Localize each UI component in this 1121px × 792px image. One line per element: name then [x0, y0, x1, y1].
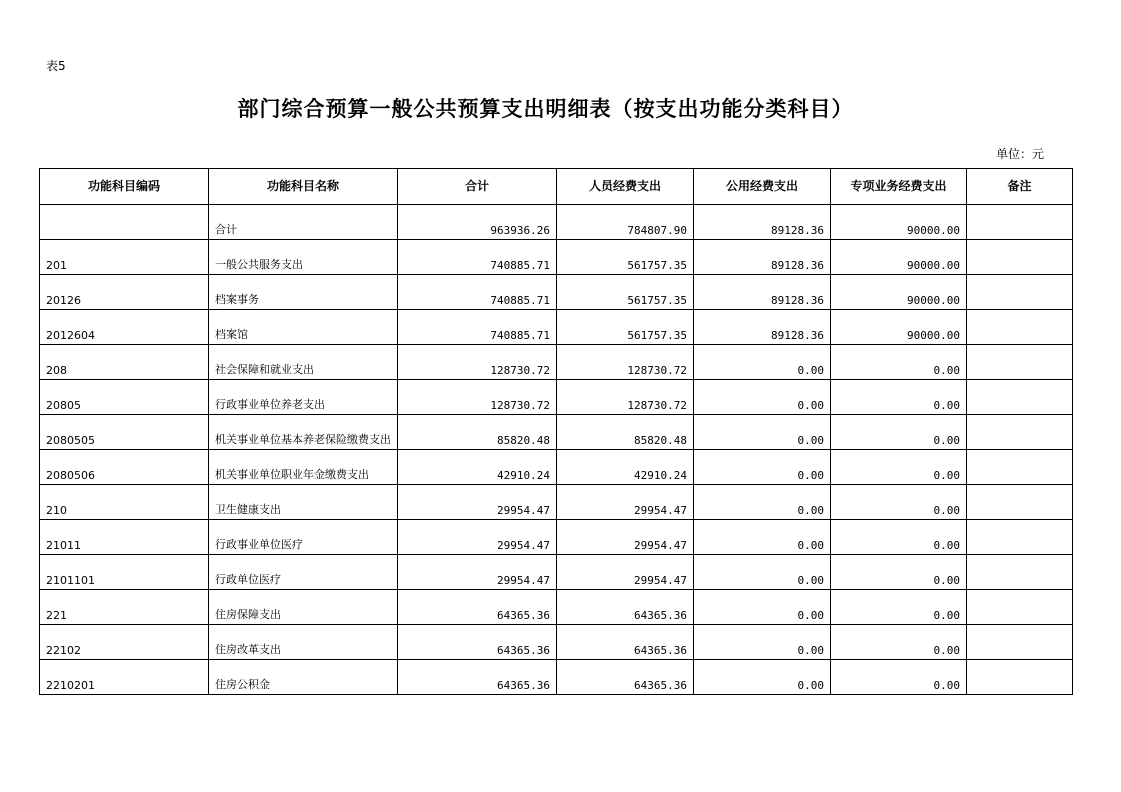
cell-code: [40, 205, 209, 240]
cell-public: 0.00: [694, 660, 831, 695]
cell-total: 42910.24: [398, 450, 557, 485]
cell-special: 0.00: [831, 555, 967, 590]
cell-name: 机关事业单位职业年金缴费支出: [209, 450, 398, 485]
cell-public: 0.00: [694, 520, 831, 555]
cell-special: 0.00: [831, 625, 967, 660]
cell-name: 机关事业单位基本养老保险缴费支出: [209, 415, 398, 450]
table-header-row: [40, 169, 1073, 205]
cell-public: 89128.36: [694, 205, 831, 240]
header-name: 功能科目名称: [209, 169, 398, 205]
cell-personnel: 128730.72: [557, 345, 694, 380]
cell-personnel: 85820.48: [557, 415, 694, 450]
cell-code: 2012604: [40, 310, 209, 345]
cell-remarks: [967, 625, 1073, 660]
cell-code: 2210201: [40, 660, 209, 695]
cell-total: 64365.36: [398, 625, 557, 660]
cell-total: 64365.36: [398, 660, 557, 695]
cell-name: 住房改革支出: [209, 625, 398, 660]
cell-total: 29954.47: [398, 485, 557, 520]
cell-special: 0.00: [831, 520, 967, 555]
header-personnel: 人员经费支出: [557, 169, 694, 205]
cell-remarks: [967, 590, 1073, 625]
table-row: [40, 485, 1073, 520]
cell-code: 210: [40, 485, 209, 520]
cell-code: 2101101: [40, 555, 209, 590]
cell-remarks: [967, 205, 1073, 240]
cell-personnel: 29954.47: [557, 555, 694, 590]
cell-special: 0.00: [831, 590, 967, 625]
cell-special: 0.00: [831, 345, 967, 380]
cell-name: 合计: [209, 205, 398, 240]
cell-public: 0.00: [694, 345, 831, 380]
cell-public: 0.00: [694, 590, 831, 625]
cell-remarks: [967, 380, 1073, 415]
unit-label: 单位：元: [995, 147, 1044, 161]
cell-name: 卫生健康支出: [209, 485, 398, 520]
table-row: [40, 275, 1073, 310]
table-body: [40, 205, 1073, 695]
cell-remarks: [967, 240, 1073, 275]
cell-special: 0.00: [831, 660, 967, 695]
cell-special: 90000.00: [831, 205, 967, 240]
cell-personnel: 64365.36: [557, 625, 694, 660]
cell-code: 21011: [40, 520, 209, 555]
cell-special: 0.00: [831, 380, 967, 415]
cell-code: 221: [40, 590, 209, 625]
cell-remarks: [967, 485, 1073, 520]
cell-total: 85820.48: [398, 415, 557, 450]
cell-remarks: [967, 450, 1073, 485]
cell-name: 档案馆: [209, 310, 398, 345]
table-row: [40, 240, 1073, 275]
cell-total: 29954.47: [398, 555, 557, 590]
table-row: [40, 415, 1073, 450]
cell-public: 89128.36: [694, 275, 831, 310]
cell-personnel: 784807.90: [557, 205, 694, 240]
cell-personnel: 561757.35: [557, 310, 694, 345]
cell-public: 89128.36: [694, 310, 831, 345]
cell-code: 22102: [40, 625, 209, 660]
cell-personnel: 42910.24: [557, 450, 694, 485]
cell-name: 一般公共服务支出: [209, 240, 398, 275]
cell-total: 64365.36: [398, 590, 557, 625]
cell-total: 128730.72: [398, 345, 557, 380]
cell-public: 0.00: [694, 380, 831, 415]
cell-total: 29954.47: [398, 520, 557, 555]
cell-name: 行政单位医疗: [209, 555, 398, 590]
cell-public: 89128.36: [694, 240, 831, 275]
cell-name: 行政事业单位养老支出: [209, 380, 398, 415]
cell-public: 0.00: [694, 485, 831, 520]
cell-special: 90000.00: [831, 240, 967, 275]
table-row: [40, 625, 1073, 660]
table-row: [40, 310, 1073, 345]
table-row: [40, 450, 1073, 485]
cell-public: 0.00: [694, 625, 831, 660]
cell-name: 住房公积金: [209, 660, 398, 695]
table-row: [40, 380, 1073, 415]
cell-remarks: [967, 520, 1073, 555]
cell-personnel: 561757.35: [557, 275, 694, 310]
table-row: [40, 520, 1073, 555]
cell-remarks: [967, 415, 1073, 450]
cell-code: 208: [40, 345, 209, 380]
table-row: [40, 555, 1073, 590]
cell-code: 2080505: [40, 415, 209, 450]
header-code: 功能科目编码: [40, 169, 209, 205]
cell-personnel: 29954.47: [557, 485, 694, 520]
cell-code: 20805: [40, 380, 209, 415]
cell-code: 201: [40, 240, 209, 275]
cell-total: 740885.71: [398, 240, 557, 275]
cell-total: 740885.71: [398, 275, 557, 310]
header-remarks: 备注: [967, 169, 1073, 205]
expenditure-table: [39, 168, 1073, 695]
cell-code: 2080506: [40, 450, 209, 485]
cell-remarks: [967, 345, 1073, 380]
cell-total: 963936.26: [398, 205, 557, 240]
cell-special: 90000.00: [831, 275, 967, 310]
cell-name: 社会保障和就业支出: [209, 345, 398, 380]
cell-remarks: [967, 275, 1073, 310]
header-public: 公用经费支出: [694, 169, 831, 205]
cell-total: 128730.72: [398, 380, 557, 415]
page-title: 部门综合预算一般公共预算支出明细表（按支出功能分类科目）: [237, 96, 854, 121]
cell-public: 0.00: [694, 415, 831, 450]
cell-special: 90000.00: [831, 310, 967, 345]
cell-total: 740885.71: [398, 310, 557, 345]
header-special: 专项业务经费支出: [831, 169, 967, 205]
cell-name: 行政事业单位医疗: [209, 520, 398, 555]
table-row: [40, 590, 1073, 625]
table-row: [40, 345, 1073, 380]
cell-special: 0.00: [831, 415, 967, 450]
cell-personnel: 561757.35: [557, 240, 694, 275]
cell-personnel: 64365.36: [557, 590, 694, 625]
header-total: 合计: [398, 169, 557, 205]
cell-remarks: [967, 555, 1073, 590]
table-row: [40, 660, 1073, 695]
cell-remarks: [967, 310, 1073, 345]
cell-public: 0.00: [694, 555, 831, 590]
cell-personnel: 29954.47: [557, 520, 694, 555]
cell-special: 0.00: [831, 485, 967, 520]
table-number-label: 表5: [46, 59, 66, 73]
cell-remarks: [967, 660, 1073, 695]
cell-personnel: 128730.72: [557, 380, 694, 415]
cell-personnel: 64365.36: [557, 660, 694, 695]
cell-special: 0.00: [831, 450, 967, 485]
cell-name: 住房保障支出: [209, 590, 398, 625]
table-row: [40, 205, 1073, 240]
cell-name: 档案事务: [209, 275, 398, 310]
cell-public: 0.00: [694, 450, 831, 485]
cell-code: 20126: [40, 275, 209, 310]
